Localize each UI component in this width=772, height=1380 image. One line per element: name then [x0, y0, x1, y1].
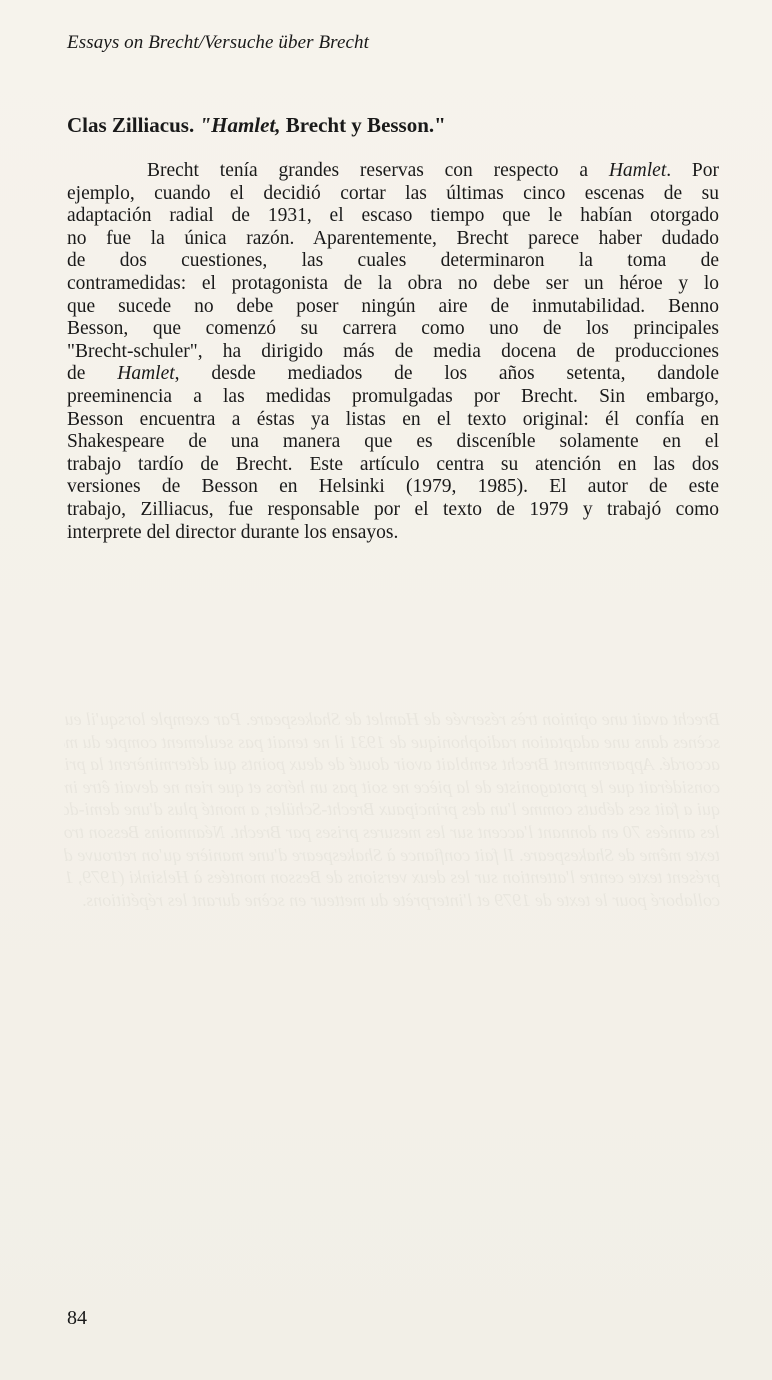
text-line: Besson encuentra a éstas ya listas en el texto original: él confía en — [67, 408, 719, 430]
text-line: ejemplo, cuando el decidió cortar las últimas cinco escenas de su — [67, 182, 719, 204]
text-line: versiones de Besson en Helsinki (1979, 1985). El autor de este — [67, 476, 719, 498]
text-line: Besson, que comenzó su carrera como uno de los principales — [67, 318, 719, 340]
text-line: no fue la única razón. Aparentemente, Brecht parece haber dudado — [67, 227, 719, 249]
text-line: "Brecht-schuler", ha dirigido más de media docena de producciones — [67, 340, 719, 362]
text-line: preeminencia a las medidas promulgadas por Brecht. Sin embargo, — [67, 385, 719, 407]
title-work: Hamlet, — [211, 113, 281, 137]
abstract-paragraph — [67, 160, 719, 544]
text-line: Shakespeare de una manera que es disceníble solamente en el — [67, 431, 719, 453]
text-line: adaptación radial de 1931, el escaso tiempo que le habían otorgado — [67, 205, 719, 227]
show-through-text — [64, 708, 720, 911]
text-line: interprete del director durante los ensayos. — [67, 521, 399, 543]
text-line: de dos cuestiones, las cuales determinaron la toma de — [67, 250, 719, 272]
running-head: Essays on Brecht/Versuche über Brecht — [67, 32, 369, 53]
text-line: que sucede no debe poser ningún aire de inmutabilidad. Benno — [67, 295, 719, 317]
title-rest: Brecht y Besson." — [280, 113, 446, 137]
text-line: de Hamlet, desde mediados de los años setenta, dandole — [67, 363, 720, 385]
title-author: Clas Zilliacus. — [67, 113, 195, 137]
title-open-quote: " — [199, 113, 212, 137]
text-line: trabajo, Zilliacus, fue responsable por el texto de 1979 y trabajó como — [67, 498, 719, 520]
text-line: contramedidas: el protagonista de la obra no debe ser un héroe y lo — [67, 272, 719, 294]
page-number: 84 — [67, 1307, 87, 1329]
text-line: Brecht tenía grandes reservas con respecto a Hamlet. Por — [147, 160, 720, 181]
article-title — [67, 113, 446, 138]
text-line: trabajo tardío de Brecht. Este artículo centra su atención en las dos — [67, 453, 719, 475]
